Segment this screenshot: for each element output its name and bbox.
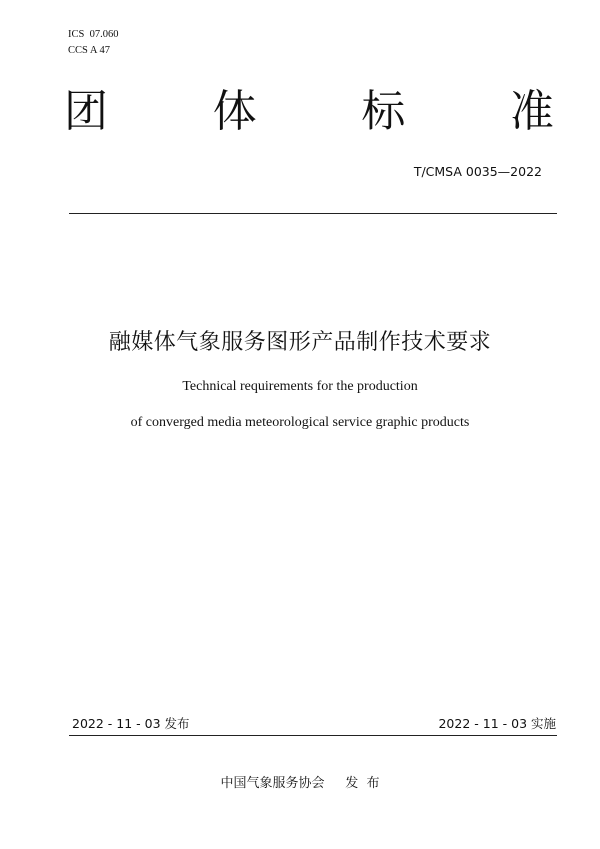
standard-number: T/CMSA 0035—2022 <box>413 164 542 179</box>
publisher: 中国气象服务协会 发 布 <box>220 776 380 791</box>
heading-char: 准 <box>509 86 554 137</box>
heading-char: 团 <box>64 86 108 137</box>
document-title-english-line1: Technical requirements for the production <box>182 379 418 394</box>
top-divider <box>69 213 557 214</box>
standard-type-heading <box>64 82 554 142</box>
ccs-code: CCS A 47 <box>68 45 111 56</box>
heading-char: 标 <box>361 86 406 137</box>
document-title-english-line2: of converged media meteorological service graphic products <box>130 415 470 430</box>
ics-code: ICS 07.060 <box>68 29 119 40</box>
implementation-date: 2022 - 11 - 03 实施 <box>438 716 556 731</box>
bottom-divider <box>69 735 557 736</box>
heading-char: 体 <box>212 86 257 137</box>
document-title-chinese: 融媒体气象服务图形产品制作技术要求 <box>108 330 492 355</box>
issue-date: 2022 - 11 - 03 发布 <box>72 716 190 731</box>
